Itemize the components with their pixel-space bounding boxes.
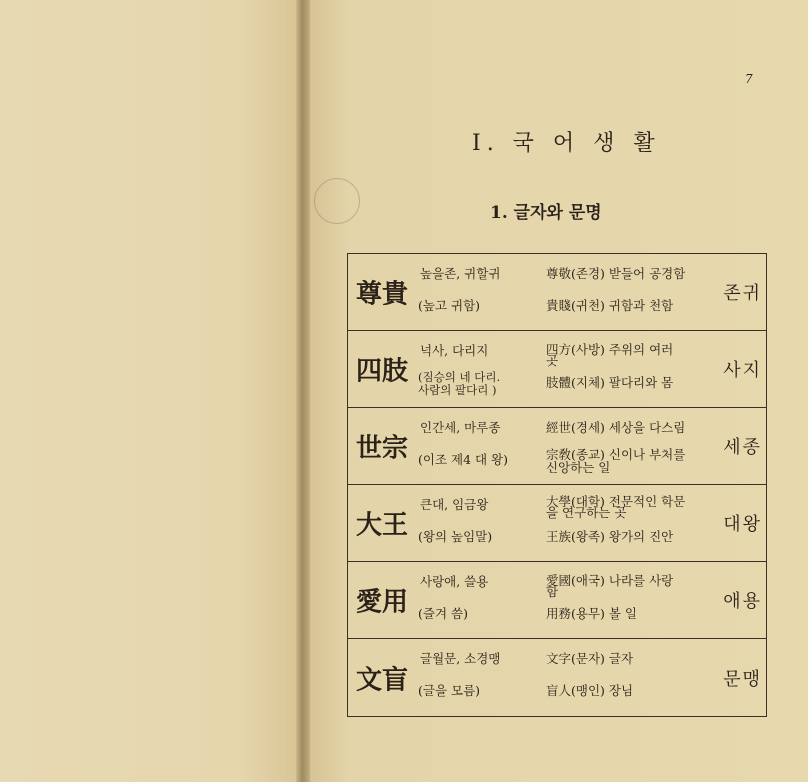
vocab-row <box>348 254 766 331</box>
hanja-word: 文盲 <box>356 665 409 695</box>
vocab-row <box>348 562 766 639</box>
page-number: 7 <box>745 72 753 86</box>
example-word-2: 王族(왕족) 왕가의 진안 <box>546 529 674 544</box>
korean-reading: 존귀 <box>723 283 762 304</box>
left-page <box>0 0 300 782</box>
example-word-2: 宗敎(종교) 신이나 부처를 신앙하는 일 <box>546 447 686 475</box>
example-word-1: 愛國(애국) 나라를 사랑 함 <box>546 573 674 599</box>
character-readings: 넉사, 다리지 <box>420 343 489 358</box>
hanja-word: 尊貴 <box>356 279 409 310</box>
word-meaning: (짐승의 네 다리. 사람의 팔다리 ) <box>418 370 501 397</box>
example-word-2: 用務(용무) 볼 일 <box>546 606 638 621</box>
example-word-1: 大學(대학) 전문적인 학문 을 연구하는 곳 <box>546 494 686 520</box>
hanja-word: 世宗 <box>356 433 409 464</box>
example-word-1: 四方(사방) 주위의 여러 곳 <box>546 342 674 368</box>
character-readings: 큰대, 임금왕 <box>420 497 489 512</box>
vocab-row <box>348 485 766 562</box>
word-meaning: (즐겨 씀) <box>418 606 468 621</box>
vocabulary-table <box>347 253 767 717</box>
character-readings: 높을존, 귀할귀 <box>420 266 501 281</box>
faded-stamp-mark <box>314 178 360 224</box>
example-word-1: 尊敬(존경) 받들어 공경함 <box>546 266 686 281</box>
character-readings: 글월문, 소경맹 <box>420 651 501 666</box>
example-word-1: 文字(문자) 글자 <box>546 651 634 666</box>
character-readings: 인간세, 마루종 <box>420 420 501 435</box>
korean-reading: 문맹 <box>723 668 762 690</box>
book-gutter <box>296 0 310 782</box>
example-word-2: 盲人(맹인) 장님 <box>546 683 634 698</box>
korean-reading: 애용 <box>723 591 762 612</box>
vocab-row <box>348 331 766 408</box>
character-readings: 사랑애, 쓸용 <box>420 574 489 589</box>
vocab-row <box>348 639 766 716</box>
example-word-1: 經世(경세) 세상을 다스림 <box>546 420 686 435</box>
korean-reading: 사지 <box>723 360 762 381</box>
example-word-2: 肢體(지체) 팔다리와 몸 <box>546 375 674 390</box>
word-meaning: (높고 귀함) <box>418 298 481 313</box>
chapter-title: I. 국 어 생 활 <box>472 131 661 156</box>
hanja-word: 愛用 <box>356 587 409 618</box>
hanja-word: 大王 <box>356 510 409 541</box>
word-meaning: (이조 제4 대 왕) <box>418 452 509 467</box>
korean-reading: 세종 <box>723 437 762 458</box>
word-meaning: (글을 모름) <box>418 683 481 698</box>
hanja-word: 四肢 <box>356 356 409 387</box>
section-title: 1. 글자와 문명 <box>490 203 602 223</box>
example-word-2: 貴賤(귀천) 귀함과 천함 <box>546 298 674 313</box>
vocab-row <box>348 408 766 485</box>
korean-reading: 대왕 <box>723 514 762 535</box>
word-meaning: (왕의 높임말) <box>418 529 493 544</box>
